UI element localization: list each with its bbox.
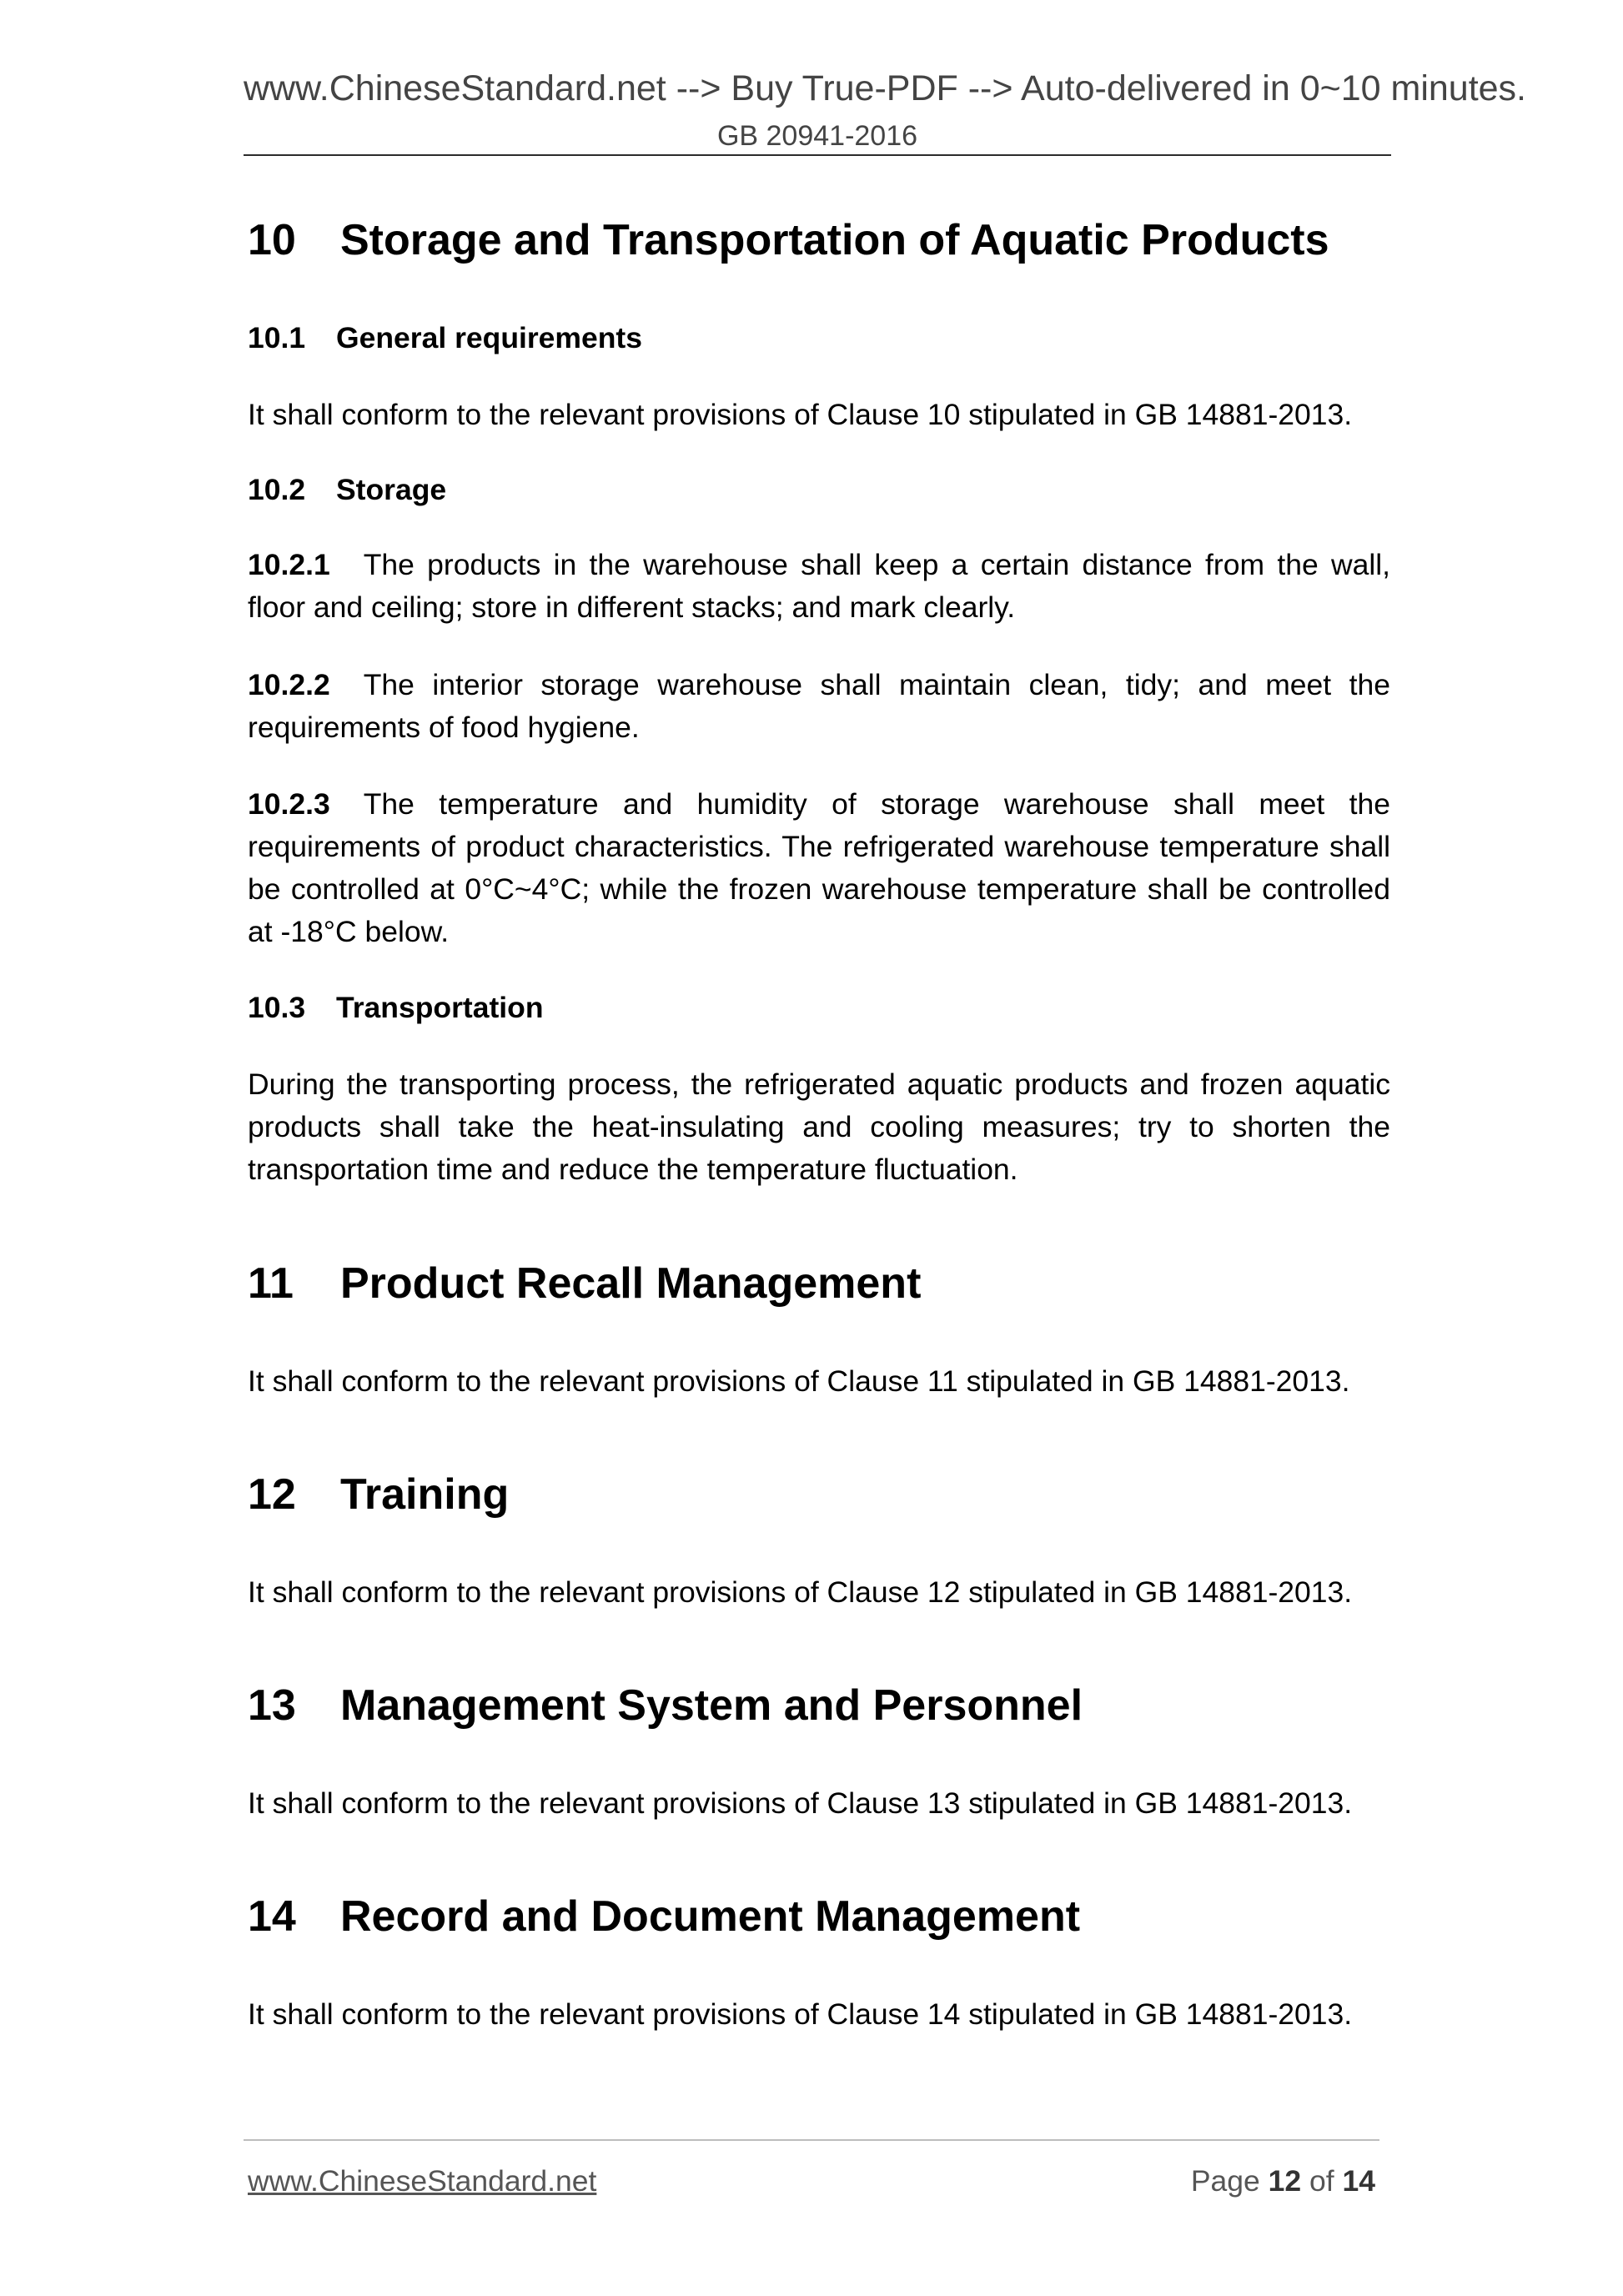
- section-title: Management System and Personnel: [340, 1681, 1083, 1730]
- section-12-heading: [248, 1469, 1390, 1520]
- subsection-number: 10.3: [248, 991, 306, 1024]
- clause-10-2-1: [248, 544, 1390, 629]
- subsection-title: Storage: [336, 473, 447, 506]
- clause-number: 10.2.2: [248, 668, 330, 701]
- section-14-heading: [248, 1891, 1390, 1942]
- section-12-text: It shall conform to the relevant provisions of Clause 12 stipulated in GB 14881-2013.: [248, 1575, 1353, 1609]
- clause-text: The temperature and humidity of storage warehouse shall meet the requirements of product characteristics. The refrigerated warehouse temperature shall be controlled at 0°C~4°C; while the frozen warehouse temperature shall be controlled at -18°C below.: [248, 787, 1390, 948]
- section-title: Storage and Transportation of Aquatic Products: [340, 216, 1329, 264]
- clause-text: The interior storage warehouse shall maintain clean, tidy; and meet the requirements of food hygiene.: [248, 668, 1390, 744]
- clause-text: The products in the warehouse shall keep a certain distance from the wall, floor and ceiling; store in different stacks; and mark clearly.: [248, 548, 1390, 624]
- subsection-title: General requirements: [336, 321, 642, 354]
- subsection-10-1-heading: [248, 317, 1390, 359]
- clause-10-2-3: [248, 783, 1390, 953]
- page-indicator: [1191, 2164, 1375, 2198]
- subsection-title: Transportation: [336, 991, 544, 1024]
- section-10-heading: [248, 214, 1390, 266]
- footer-site-link[interactable]: www.ChineseStandard.net: [248, 2164, 597, 2198]
- subsection-10-3-text: During the transporting process, the refrigerated aquatic products and frozen aquatic products shall take the heat-insulating and cooling measures; try to shorten the transportation time and reduce the temperature fluctuation.: [248, 1068, 1390, 1186]
- section-title: Product Recall Management: [340, 1259, 922, 1308]
- page-current: 12: [1268, 2164, 1302, 2198]
- section-title: Record and Document Management: [340, 1892, 1081, 1941]
- page-of-label: of: [1309, 2164, 1334, 2198]
- section-13-text: It shall conform to the relevant provisions of Clause 13 stipulated in GB 14881-2013.: [248, 1786, 1353, 1820]
- section-number: 10: [248, 216, 296, 264]
- subsection-number: 10.1: [248, 321, 306, 354]
- page-total: 14: [1342, 2164, 1375, 2198]
- clause-number: 10.2.1: [248, 548, 330, 581]
- section-number: 13: [248, 1681, 296, 1730]
- section-13-heading: [248, 1680, 1390, 1731]
- page-label: Page: [1190, 2164, 1260, 2198]
- clause-10-2-2: [248, 664, 1390, 749]
- subsection-number: 10.2: [248, 473, 306, 506]
- section-11-text: It shall conform to the relevant provisions of Clause 11 stipulated in GB 14881-2013.: [248, 1364, 1350, 1398]
- section-14-text: It shall conform to the relevant provisions of Clause 14 stipulated in GB 14881-2013.: [248, 1997, 1353, 2031]
- header-divider: [244, 154, 1391, 156]
- footer-divider: [244, 2139, 1379, 2141]
- section-number: 12: [248, 1470, 296, 1519]
- section-title: Training: [340, 1470, 510, 1519]
- section-number: 14: [248, 1892, 296, 1941]
- subsection-10-2-heading: [248, 469, 1390, 511]
- header-banner-text: www.ChineseStandard.net --> Buy True-PDF --> Auto-delivered in 0~10 minutes.: [244, 68, 1527, 108]
- section-number: 11: [248, 1259, 294, 1308]
- subsection-10-1-text: It shall conform to the relevant provisions of Clause 10 stipulated in GB 14881-2013.: [248, 398, 1353, 431]
- section-11-heading: [248, 1258, 1390, 1309]
- document-id: GB 20941-2016: [716, 120, 918, 152]
- subsection-10-3-heading: [248, 987, 1390, 1029]
- clause-number: 10.2.3: [248, 787, 330, 821]
